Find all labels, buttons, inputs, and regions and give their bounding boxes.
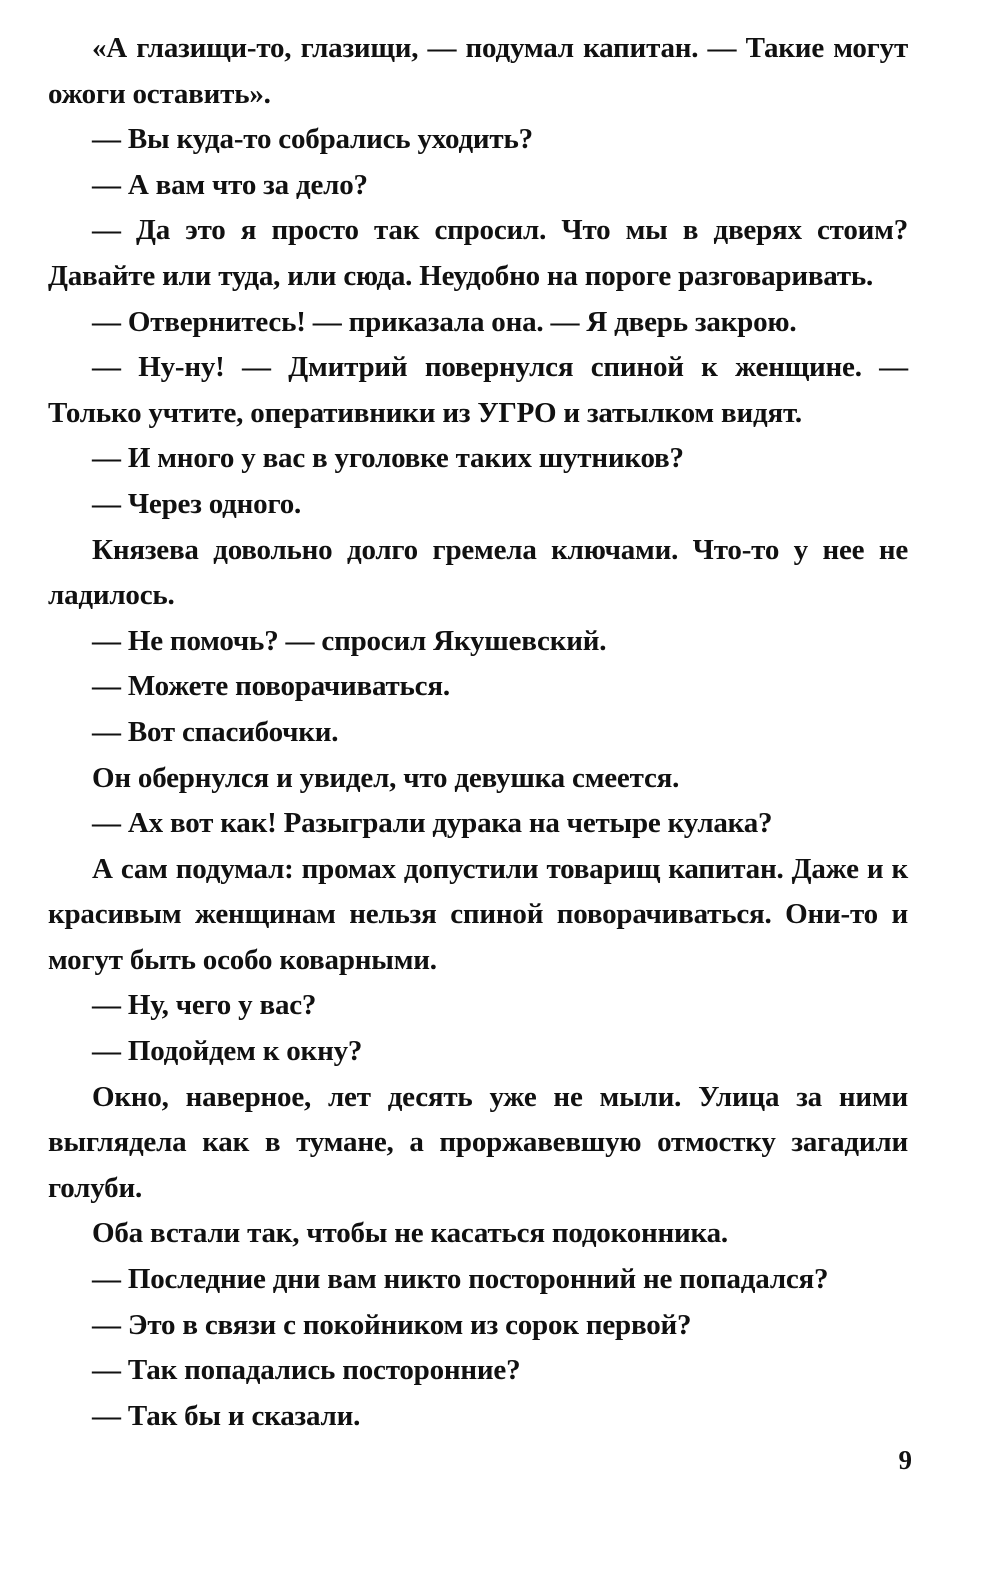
paragraph: — Не помочь? — спросил Якушевский. (92, 624, 607, 657)
paragraph: — Можете поворачиваться. (92, 670, 450, 703)
paragraph: — Да это я просто так спросил. Что мы в дверях стоим? Давайте или туда, или сюда. Неудобно на пороге разговаривать. (48, 214, 908, 292)
paragraph: — Ах вот как! Разыграли дурака на четыре кулака? (92, 807, 773, 840)
paragraph: Князева довольно долго гремела ключами. Что-то у нее не ладилось. (48, 533, 908, 612)
paragraph: А сам подумал: промах допустили товарищ капитан. Даже и к красивым женщинам нельзя спиной поворачиваться. Они-то и могут быть особо коварными. (48, 852, 908, 976)
page-body (48, 26, 908, 1439)
paragraph: — Подойдем к окну? (92, 1035, 363, 1068)
paragraph: — Так попадались посторонние? (92, 1354, 521, 1387)
paragraph: — Через одного. (92, 487, 302, 520)
paragraph: — Последние дни вам никто посторонний не попадался? (92, 1263, 829, 1296)
paragraph: — А вам что за дело? (92, 168, 368, 201)
paragraph: — Так бы и сказали. (92, 1399, 361, 1432)
paragraph: «А глазищи-то, глазищи, — подумал капитан. — Такие могут ожоги оставить». (48, 32, 908, 110)
paragraph: — Ну-ну! — Дмитрий повернулся спиной к женщине. — Только учтите, оперативники из УГРО и затылком видят. (48, 351, 908, 429)
paragraph: — Отвернитесь! — приказала она. — Я дверь закрою. (92, 305, 797, 338)
paragraph: — Вы куда-то собрались уходить? (92, 123, 533, 156)
paragraph: Оба встали так, чтобы не касаться подоконника. (92, 1217, 728, 1250)
paragraph: — И много у вас в уголовке таких шутников? (92, 442, 684, 475)
paragraph: — Вот спасибочки. (92, 715, 339, 748)
paragraph: — Ну, чего у вас? (92, 989, 317, 1022)
paragraph: Окно, наверное, лет десять уже не мыли. Улица за ними выглядела как в тумане, а проржавевшую отмостку загадили голуби. (48, 1080, 908, 1204)
paragraph: — Это в связи с покойником из сорок первой? (92, 1308, 692, 1341)
page-number: 9 (898, 1445, 912, 1475)
paragraph: Он обернулся и увидел, что девушка смеется. (92, 761, 680, 794)
